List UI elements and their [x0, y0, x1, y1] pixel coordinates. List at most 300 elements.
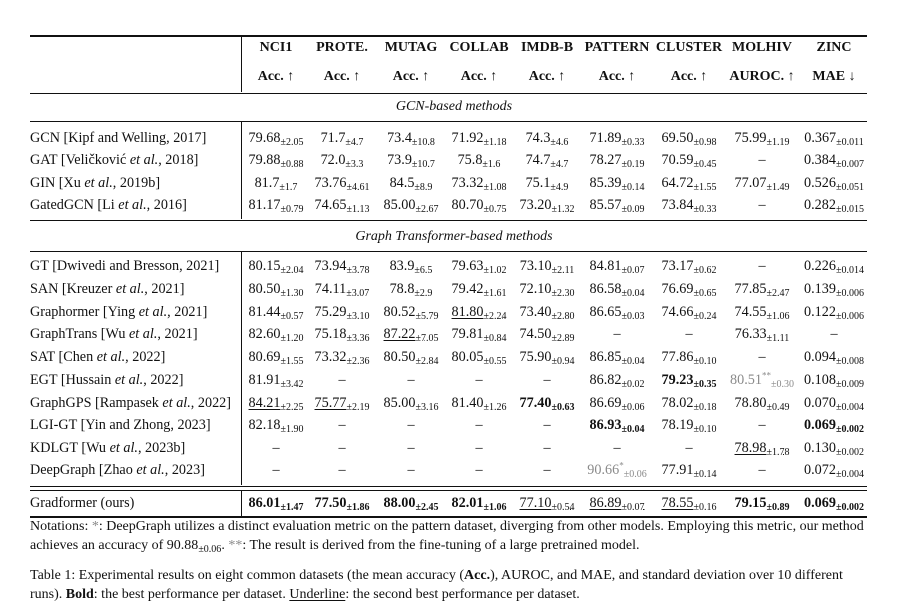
mean-value: 78.02 [661, 395, 694, 411]
table-cell [509, 303, 585, 321]
cell-value [662, 197, 717, 213]
table-cell [237, 280, 315, 298]
mean-value: 80.05 [451, 349, 484, 365]
metric-header: Acc. ↑ [460, 69, 498, 84]
table-cell [373, 494, 449, 512]
table-cell [509, 371, 585, 389]
table-cell [441, 371, 517, 389]
mean-value: 77.91 [661, 462, 694, 478]
cell-value [338, 440, 345, 456]
method-name [30, 461, 205, 479]
mean-value: 0.139 [804, 281, 836, 297]
mean-value: 81.17 [248, 197, 281, 213]
cell-value [735, 281, 790, 297]
std-value: ±0.051 [835, 182, 864, 193]
cell-value [662, 495, 717, 511]
std-value: ±1.47 [280, 502, 304, 513]
mean-value: 75.29 [314, 304, 347, 320]
caption-bold: Bold [65, 586, 94, 602]
cell-value [249, 304, 304, 320]
std-value: ±1.55 [693, 182, 717, 193]
method-name [30, 303, 207, 321]
method-name-part: GAT [Veličković [30, 152, 130, 168]
mean-value: 0.072 [804, 462, 836, 478]
cell-value [735, 130, 790, 146]
std-value: ±10.8 [411, 137, 435, 148]
mean-value: – [407, 417, 415, 433]
mean-value: 86.58 [589, 281, 622, 297]
cell-value [662, 417, 717, 433]
table-cell [305, 129, 379, 147]
cell-value [321, 152, 364, 168]
table-cell [305, 439, 379, 457]
std-value: ±0.75 [483, 204, 507, 215]
cell-value [735, 175, 790, 191]
cell-value [613, 440, 620, 456]
table-cell [373, 257, 449, 275]
cell-value [526, 130, 569, 146]
table-cell [794, 416, 874, 434]
method-name-part: DeepGraph [Zhao [30, 462, 137, 478]
std-value: ±0.02 [621, 379, 645, 390]
cell-value [407, 440, 414, 456]
table-cell [794, 394, 874, 412]
cell-value [662, 462, 717, 478]
method-name-part: Gradformer (ours) [30, 495, 135, 511]
std-value: ±1.78 [766, 447, 790, 458]
table-cell [509, 151, 585, 169]
cell-value [458, 152, 501, 168]
cell-value [590, 258, 645, 274]
cell-value [804, 372, 864, 388]
metric-header: Acc. ↑ [598, 69, 636, 84]
table-cell [721, 371, 803, 389]
cell-value [249, 130, 304, 146]
table-cell [794, 257, 874, 275]
mean-value: 0.526 [804, 175, 836, 191]
std-value: ±1.6 [482, 159, 501, 170]
cell-value [590, 304, 645, 320]
mean-value: 84.5 [389, 175, 415, 191]
method-name-part: KDLGT [Wu [30, 440, 110, 456]
table-cell [649, 257, 729, 275]
std-value: ±0.14 [693, 469, 717, 480]
mean-value: 74.50 [519, 326, 552, 342]
cell-value [315, 281, 369, 297]
method-name-part: , 2016] [146, 197, 187, 213]
std-value: ±1.26 [483, 402, 507, 413]
table-cell [237, 461, 315, 479]
cell-value [452, 130, 507, 146]
std-value: ±0.54 [551, 502, 575, 513]
cell-value [452, 197, 507, 213]
cell-value [315, 395, 370, 411]
method-name-part: , 2021] [167, 304, 208, 320]
table-cell [649, 325, 729, 343]
cell-value [758, 349, 765, 365]
cell-value [520, 395, 575, 411]
mean-value: 73.4 [387, 130, 412, 146]
table-cell [721, 129, 803, 147]
cell-value [758, 462, 765, 478]
mean-value: – [758, 258, 766, 274]
table-cell [721, 174, 803, 192]
table-cell [794, 196, 874, 214]
mean-value: 78.98 [734, 440, 767, 456]
std-value: ±1.7 [279, 182, 298, 193]
method-name [30, 394, 231, 412]
mean-value: 75.8 [457, 152, 483, 168]
mean-value: 77.07 [734, 175, 767, 191]
cell-value [758, 197, 765, 213]
mean-value: 76.33 [734, 326, 767, 342]
table-cell [649, 280, 729, 298]
method-name-part: GT [Dwivedi and Bresson, 2021] [30, 258, 220, 274]
cell-value [662, 304, 717, 320]
table-cell [794, 151, 874, 169]
mean-value: 81.7 [254, 175, 280, 191]
mean-value: 73.84 [661, 197, 694, 213]
cell-value [735, 304, 790, 320]
mean-value: 78.27 [589, 152, 622, 168]
metric-header: Acc. ↑ [257, 69, 295, 84]
std-value: ±2.45 [415, 502, 439, 513]
table-cell [577, 461, 657, 479]
method-name-part: GraphGPS [Rampasek [30, 395, 163, 411]
method-name [30, 416, 211, 434]
table-cell [305, 325, 379, 343]
cell-value [735, 326, 790, 342]
std-value: ±1.61 [483, 288, 507, 299]
cell-value [249, 417, 304, 433]
table-cell [721, 439, 803, 457]
std-value: ±0.06 [621, 402, 645, 413]
cell-value [315, 175, 370, 191]
mean-value: 80.50 [248, 281, 281, 297]
mean-value: 73.76 [314, 175, 347, 191]
cell-value [520, 326, 575, 342]
mean-value: 80.51 [730, 372, 762, 388]
method-name-part: et al. [96, 349, 126, 365]
cell-value [758, 258, 765, 274]
std-value: ±0.008 [835, 356, 864, 367]
std-value: ±2.9 [414, 288, 433, 299]
cell-value [758, 417, 765, 433]
mean-value: 0.070 [804, 395, 836, 411]
std-value: ±0.10 [693, 356, 717, 367]
table-cell [305, 257, 379, 275]
table-cell [721, 280, 803, 298]
cell-value [526, 175, 569, 191]
caption-text-3: : the best performance per dataset. [93, 586, 290, 602]
table-cell [721, 303, 803, 321]
table-cell [237, 174, 315, 192]
method-name-part: GatedGCN [Li [30, 197, 119, 213]
table-cell [305, 174, 379, 192]
cell-value [315, 304, 370, 320]
caption-underline: Underline [289, 586, 346, 602]
std-value: ±0.002 [835, 502, 864, 513]
table-cell [237, 348, 315, 366]
mean-value: 85.57 [589, 197, 622, 213]
method-name [30, 348, 165, 366]
mean-value: – [613, 440, 621, 456]
method-name [30, 371, 183, 389]
mean-value: 0.282 [804, 197, 836, 213]
mean-value: 0.069 [804, 495, 836, 511]
mean-value: 80.50 [383, 349, 416, 365]
method-name [30, 257, 219, 275]
cell-value [590, 495, 645, 511]
std-value: ±1.30 [280, 288, 304, 299]
std-value: ±0.09 [621, 204, 645, 215]
mean-value: 75.1 [525, 175, 551, 191]
mean-value: – [758, 152, 766, 168]
mean-value: 87.22 [383, 326, 416, 342]
std-value: ±1.19 [766, 137, 790, 148]
std-value: ±0.19 [621, 159, 645, 170]
mean-value: – [685, 326, 693, 342]
method-name [30, 129, 206, 147]
std-value: ±0.006 [835, 311, 864, 322]
method-name-part: , 2023b] [137, 440, 186, 456]
std-value: ±1.11 [766, 333, 790, 344]
table-cell [305, 461, 379, 479]
method-name-part: Graphormer [Ying [30, 304, 139, 320]
table-cell [509, 325, 585, 343]
cell-value [475, 440, 482, 456]
top-rule [30, 35, 867, 37]
std-value: ±2.47 [766, 288, 790, 299]
table-cell [721, 325, 803, 343]
mean-value: – [758, 417, 766, 433]
std-value: ±0.88 [280, 159, 304, 170]
method-name-part: , 2021] [144, 281, 185, 297]
cell-value [543, 372, 550, 388]
cell-value [804, 440, 864, 456]
mean-value: 80.15 [248, 258, 281, 274]
mean-value: – [338, 462, 346, 478]
std-value: ±0.002 [835, 447, 864, 458]
cell-value [249, 372, 304, 388]
table-cell [649, 394, 729, 412]
table-cell [509, 196, 585, 214]
std-value: ±2.67 [415, 204, 439, 215]
table-cell [577, 129, 657, 147]
table-cell [237, 494, 315, 512]
cell-value [249, 152, 304, 168]
mean-value: 77.86 [661, 349, 694, 365]
std-value: ±10.7 [411, 159, 435, 170]
caption-acc: Acc. [464, 568, 491, 583]
method-name-part: et al. [115, 281, 145, 297]
std-value: ±3.10 [346, 311, 370, 322]
cell-value [249, 349, 304, 365]
cell-value [590, 417, 645, 433]
std-value: ±2.04 [280, 265, 304, 276]
table-cell [577, 371, 657, 389]
mean-value: 79.23 [661, 372, 694, 388]
cell-value [526, 152, 569, 168]
table-cell [649, 196, 729, 214]
std-value: ±2.89 [551, 333, 575, 344]
table-cell [373, 303, 449, 321]
std-value: ±0.49 [766, 402, 790, 413]
cell-value [249, 258, 304, 274]
mean-value: 72.10 [519, 281, 552, 297]
section-title-transformer: Graph Transformer-based methods [355, 229, 553, 244]
table-cell [509, 348, 585, 366]
method-name-part: SAT [Chen [30, 349, 97, 365]
mean-value: 79.15 [734, 495, 767, 511]
caption-text-2: ), AUROC, and MAE, and standard deviation over 10 different runs). [30, 568, 843, 602]
cell-value [315, 495, 370, 511]
table-cell [577, 325, 657, 343]
cell-value [662, 130, 717, 146]
column-header-zinc: ZINC [816, 40, 852, 55]
std-value: ±0.04 [621, 356, 645, 367]
table-cell [794, 439, 874, 457]
mean-value: 85.00 [383, 395, 416, 411]
std-value: ±1.18 [483, 137, 507, 148]
table-cell [373, 174, 449, 192]
cell-value [321, 130, 364, 146]
cell-value [804, 197, 864, 213]
ours-top-rule-2 [30, 490, 867, 491]
std-value: ±4.61 [346, 182, 370, 193]
cell-value [520, 258, 575, 274]
mean-value: – [475, 372, 483, 388]
std-value: ±0.62 [693, 265, 717, 276]
table-cell [577, 439, 657, 457]
std-value: ±1.13 [346, 204, 370, 215]
table-cell [373, 439, 449, 457]
mean-value: 86.65 [589, 304, 622, 320]
mean-value: 79.81 [451, 326, 484, 342]
std-value: ±0.55 [483, 356, 507, 367]
mean-value: 71.92 [451, 130, 484, 146]
table-cell [441, 303, 517, 321]
table-cell [721, 196, 803, 214]
table-cell [721, 461, 803, 479]
mean-value: – [272, 440, 280, 456]
cell-value [520, 495, 575, 511]
std-value: ±2.84 [415, 356, 439, 367]
cell-value [387, 152, 435, 168]
std-value: ±0.002 [835, 424, 864, 435]
table-cell [649, 348, 729, 366]
std-value: ±2.30 [551, 288, 575, 299]
mean-value: 73.32 [314, 349, 347, 365]
mean-value: 82.18 [248, 417, 281, 433]
std-value: ±3.42 [280, 379, 304, 390]
std-value: ±1.02 [483, 265, 507, 276]
metric-header: Acc. ↑ [670, 69, 708, 84]
cell-value [804, 495, 864, 511]
mean-value: 74.55 [734, 304, 767, 320]
table-cell [237, 196, 315, 214]
cell-value [590, 175, 645, 191]
std-value: ±3.78 [346, 265, 370, 276]
mean-value: 80.70 [451, 197, 484, 213]
mean-value: 71.89 [589, 130, 622, 146]
ours-top-rule-1 [30, 486, 867, 487]
mean-value: 75.77 [314, 395, 347, 411]
mean-value: 78.55 [661, 495, 694, 511]
table-cell [577, 280, 657, 298]
table-cell [794, 174, 874, 192]
table-cell [509, 129, 585, 147]
notations-label: Notations: [30, 519, 92, 534]
cell-value [590, 197, 645, 213]
cell-value [804, 258, 864, 274]
table-cell [509, 280, 585, 298]
std-value: ±4.6 [550, 137, 569, 148]
mean-value: 73.94 [314, 258, 347, 274]
cell-value [452, 175, 507, 191]
mean-value: 79.63 [451, 258, 484, 274]
mean-value: 79.42 [451, 281, 484, 297]
table-cell [441, 461, 517, 479]
table-cell [794, 348, 874, 366]
table-cell [441, 257, 517, 275]
std-value: ±0.04 [621, 288, 645, 299]
table-cell [577, 494, 657, 512]
std-value: ±1.20 [280, 333, 304, 344]
table-cell [237, 257, 315, 275]
cell-value [407, 462, 414, 478]
cell-value [590, 349, 645, 365]
cell-value [804, 304, 864, 320]
table-cell [305, 371, 379, 389]
table-cell [373, 151, 449, 169]
note-text-2: . [221, 537, 229, 553]
table-cell [509, 439, 585, 457]
cell-value [685, 440, 692, 456]
std-value: ±0.45 [693, 159, 717, 170]
method-name-part: et al. [129, 326, 158, 342]
method-name-ours [30, 494, 134, 512]
table-cell [649, 494, 729, 512]
std-value: ±6.5 [414, 265, 433, 276]
mean-value: 0.108 [804, 372, 836, 388]
cell-value [543, 462, 550, 478]
table-cell [509, 494, 585, 512]
table-cell [237, 416, 315, 434]
mean-value: 76.69 [661, 281, 694, 297]
cell-value [613, 326, 620, 342]
std-value: ±0.57 [280, 311, 304, 322]
cell-value [804, 462, 864, 478]
mean-value: 81.40 [451, 395, 484, 411]
cell-value [587, 462, 646, 478]
table-cell [794, 280, 874, 298]
cell-value [272, 462, 279, 478]
cell-value [315, 349, 370, 365]
cell-value [662, 281, 717, 297]
mean-value: 73.40 [519, 304, 552, 320]
std-value: ±3.07 [346, 288, 370, 299]
mean-value: – [475, 417, 483, 433]
std-value: ±0.33 [693, 204, 717, 215]
column-header-mutag: MUTAG [384, 40, 438, 55]
cell-value [804, 130, 864, 146]
cell-value [452, 349, 507, 365]
std-value: ±2.11 [551, 265, 575, 276]
cell-value [804, 349, 864, 365]
method-name [30, 196, 187, 214]
std-value: ±7.05 [415, 333, 439, 344]
